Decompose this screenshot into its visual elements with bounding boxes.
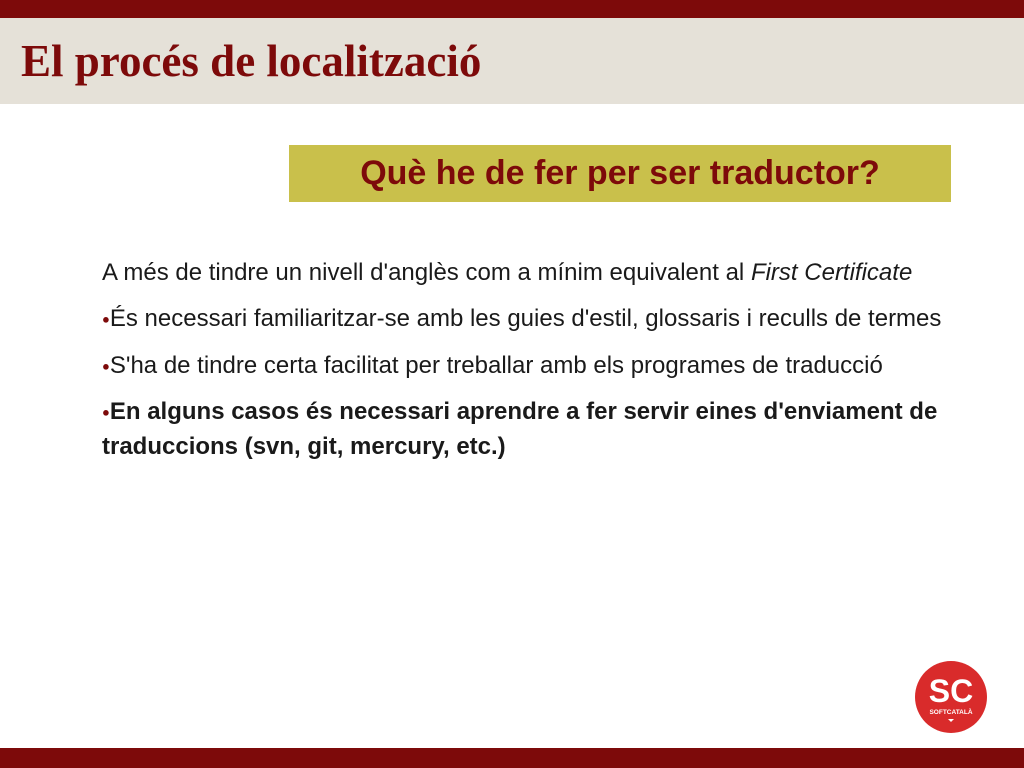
softcatala-logo xyxy=(914,660,988,734)
bullet-text: És necessari familiaritzar-se amb les guies d'estil, glossaris i reculls de termes xyxy=(109,305,942,332)
bottom-bar xyxy=(0,748,1024,768)
logo-initials: SC xyxy=(928,673,974,709)
slide-title: El procés de localització xyxy=(21,36,482,86)
intro-emphasis: First Certificate xyxy=(750,259,913,286)
bullet-item-3 xyxy=(102,395,982,464)
top-bar xyxy=(0,0,1024,18)
subtitle-box xyxy=(289,145,951,202)
intro-text: A més de tindre un nivell d'anglès com a mínim equivalent al xyxy=(102,259,751,286)
bullet-item-1 xyxy=(102,302,982,337)
bullet-icon: ● xyxy=(102,404,110,420)
bullet-icon: ● xyxy=(102,358,110,374)
bullet-item-2 xyxy=(102,349,982,384)
intro-paragraph xyxy=(102,256,982,290)
bullet-icon: ● xyxy=(102,311,110,327)
logo-name: SOFTCATALÀ xyxy=(929,709,973,716)
bullet-text: S'ha de tindre certa facilitat per treballar amb els programes de traducció xyxy=(109,351,883,379)
subtitle-text: Què he de fer per ser traductor? xyxy=(360,154,880,192)
content-body xyxy=(102,256,982,476)
bullet-text: En alguns casos és necessari aprendre a fer servir eines d'enviament de traduccions (svn, git, mercury, etc.) xyxy=(102,398,938,460)
